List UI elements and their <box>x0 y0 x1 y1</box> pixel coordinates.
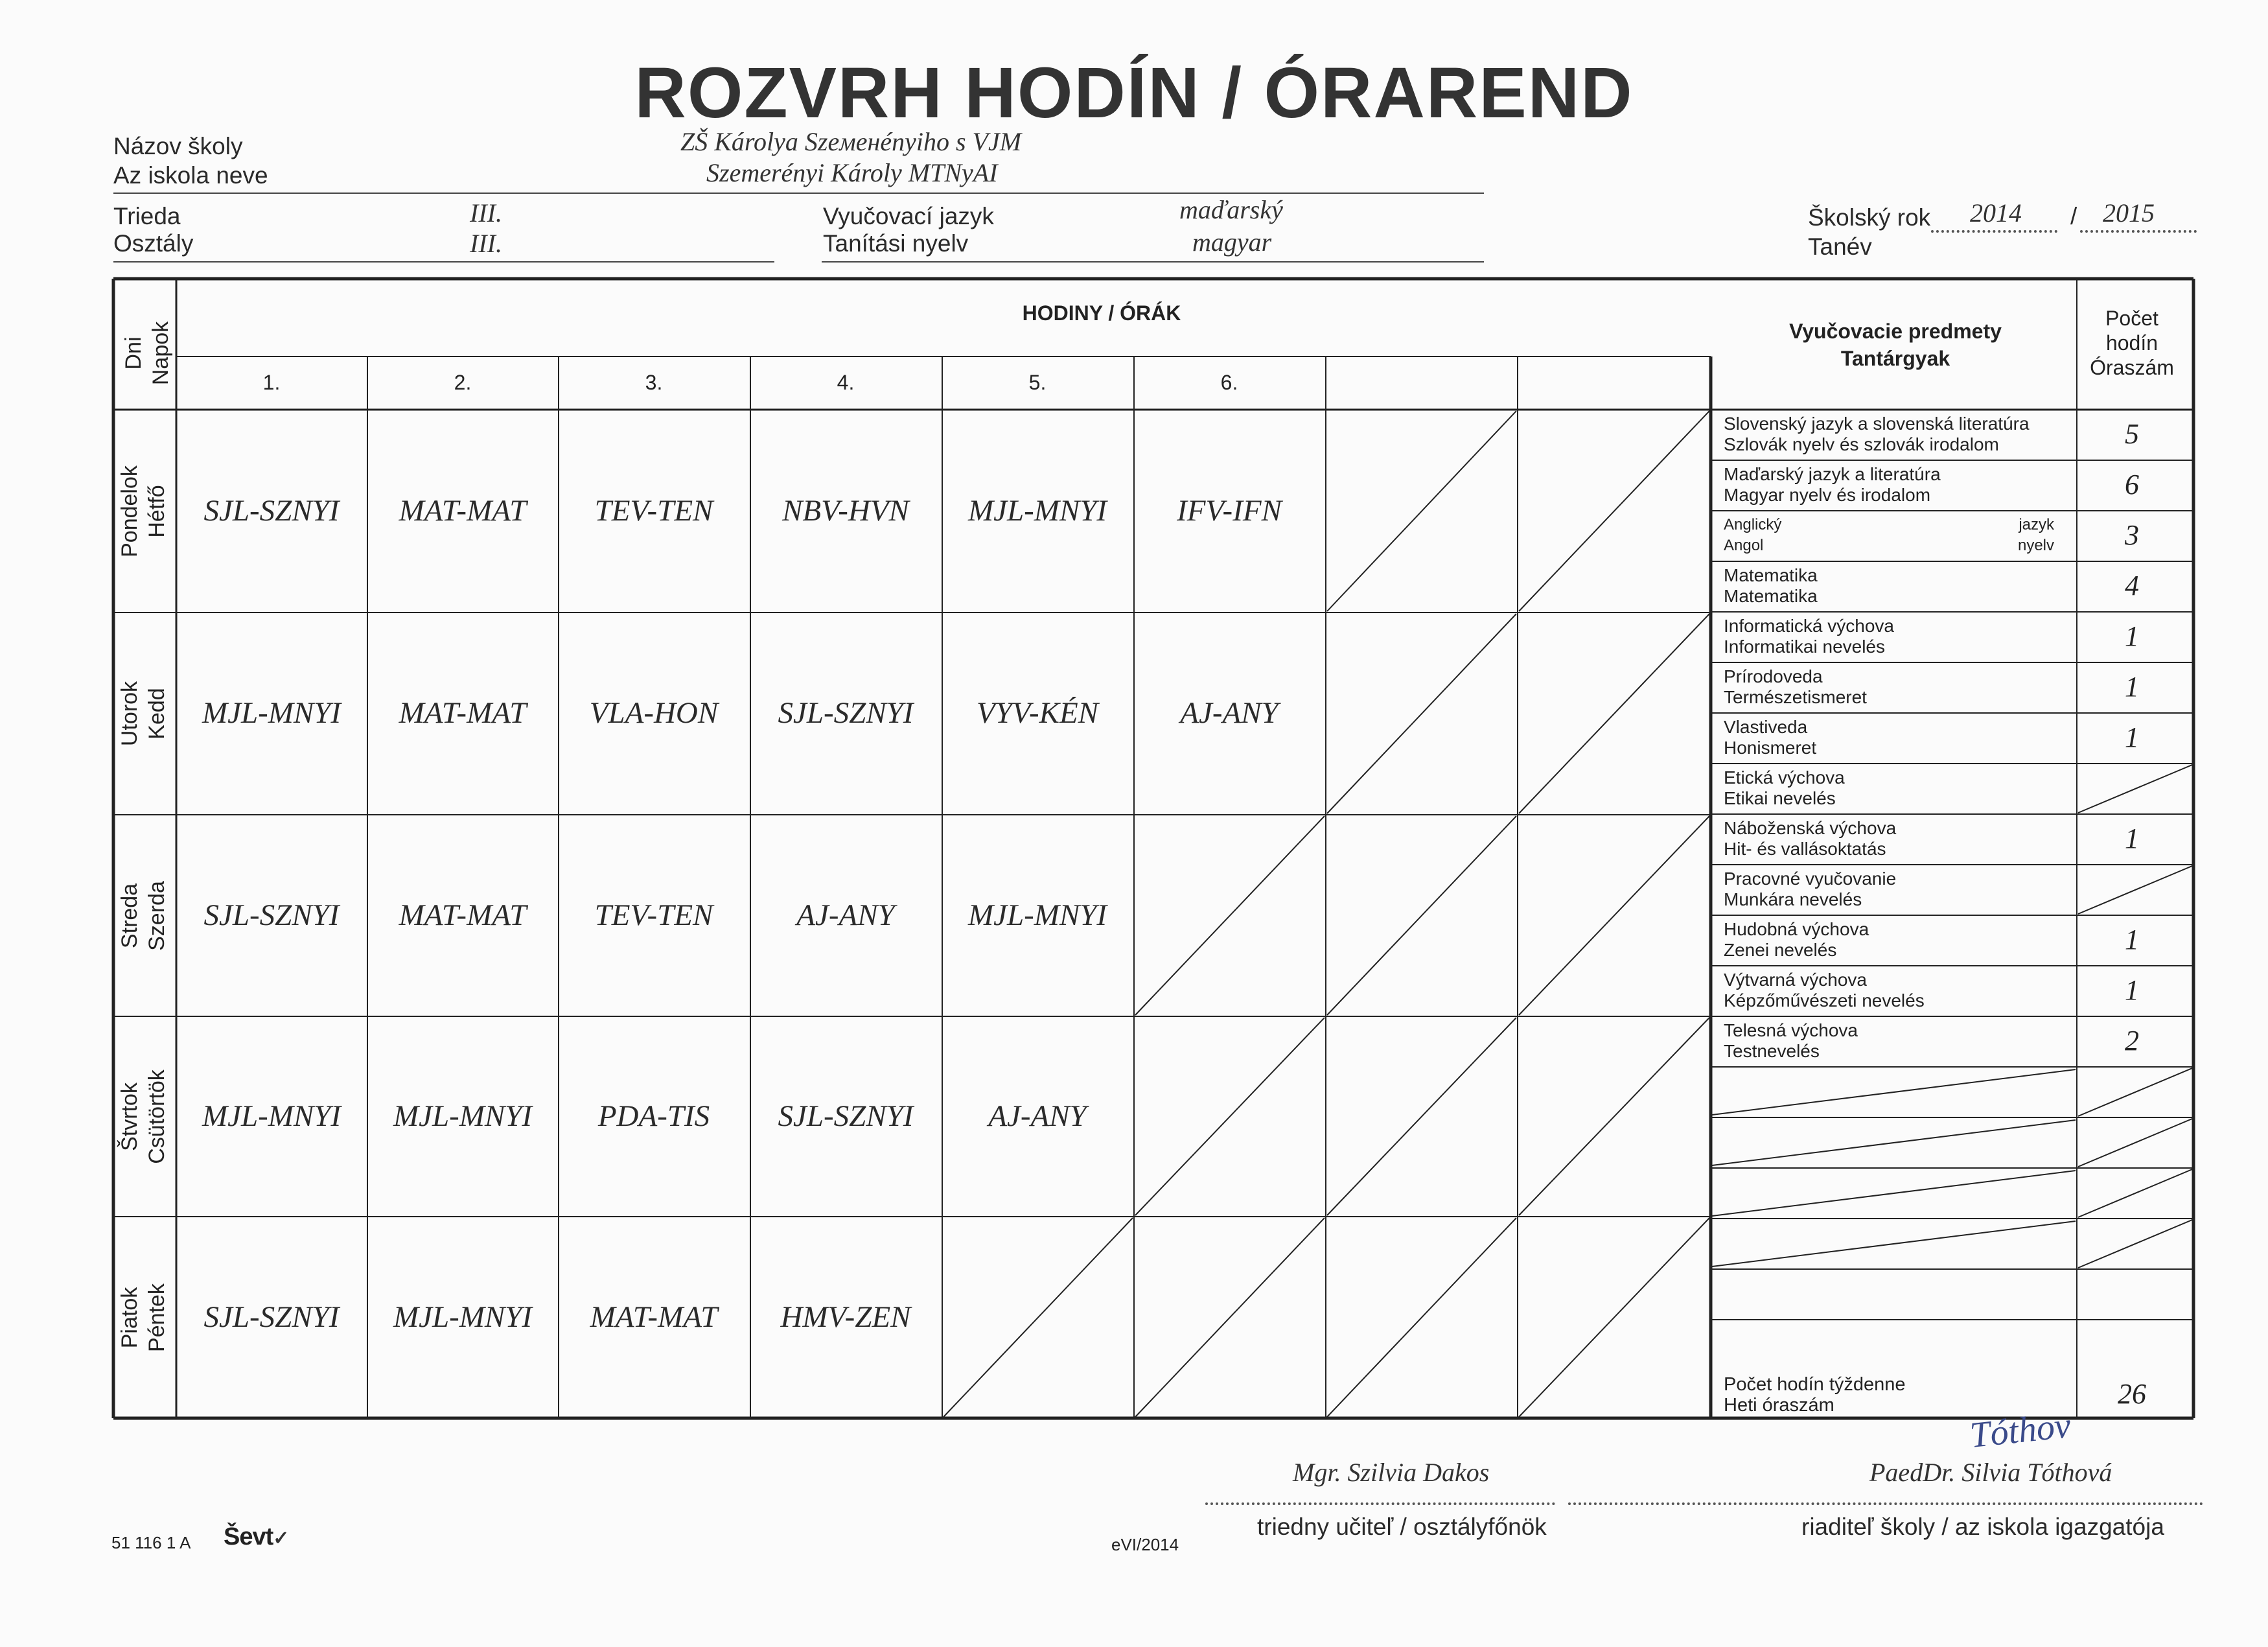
brand-mark-icon: ✓ <box>273 1528 289 1549</box>
lesson-cell: AJ-ANY <box>796 898 895 932</box>
lesson-cell: MAT-MAT <box>590 1300 718 1334</box>
days-header: Dni Napok <box>121 321 173 386</box>
subject-row: Etická výchova Etikai nevelés <box>1724 767 1845 808</box>
lesson-cell: MJL-MNYI <box>393 1099 533 1133</box>
subject-row: Anglický jazyk Angol nyelv <box>1724 516 2054 554</box>
school-label-sk: Názov školy <box>113 133 243 159</box>
day-label: Streda Szerda <box>117 880 169 951</box>
hour-number: 4. <box>837 371 855 394</box>
weekly-total-value: 26 <box>2118 1378 2146 1410</box>
hour-number: 5. <box>1028 371 1047 394</box>
year-from: 2014 <box>1970 198 2022 228</box>
grid-line <box>1327 1218 1516 1417</box>
lesson-cell: MAT-MAT <box>399 493 527 528</box>
class-value-hu: III. <box>470 229 502 258</box>
class-value-sk: III. <box>470 198 502 228</box>
lesson-cell: HMV-ZEN <box>780 1300 911 1334</box>
grid-line <box>2078 1169 2192 1217</box>
lesson-cell: MJL-MNYI <box>393 1300 533 1334</box>
grid-line <box>1712 1120 2076 1165</box>
grid-line <box>1327 816 1516 1015</box>
grid-line <box>1135 1218 1325 1417</box>
lesson-cell: MJL-MNYI <box>967 493 1107 528</box>
lesson-cell: IFV-IFN <box>1177 493 1282 528</box>
subject-count: 1 <box>2125 974 2139 1006</box>
grid-line <box>1712 1171 2076 1216</box>
teacher-name: Mgr. Szilvia Dakos <box>1293 1458 1490 1487</box>
lesson-cell: SJL-SZNYI <box>778 696 914 730</box>
subject-row: Vlastiveda Honismeret <box>1724 717 1817 758</box>
subject-count: 2 <box>2125 1025 2139 1057</box>
subject-row: Maďarský jazyk a literatúra Magyar nyelv és irodalom <box>1724 464 1941 505</box>
year-label-hu: Tanév <box>1808 233 1872 260</box>
subject-row: Matematika Matematika <box>1724 565 1818 606</box>
lesson-cell: TEV-TEN <box>594 898 713 932</box>
class-label-sk: Trieda <box>113 203 181 229</box>
grid-line <box>1327 411 1516 611</box>
grid-line <box>2078 1068 2192 1116</box>
lesson-cell: PDA-TIS <box>597 1099 710 1133</box>
lesson-cell: VLA-HON <box>589 696 719 730</box>
lesson-cell: MJL-MNYI <box>202 696 341 730</box>
language-label-sk: Vyučovací jazyk <box>823 203 994 229</box>
subject-row: Náboženská výchova Hit- és vallásoktatás <box>1724 818 1897 859</box>
subject-count: 1 <box>2125 823 2139 854</box>
lesson-cell: TEV-TEN <box>594 493 713 528</box>
lesson-cell: AJ-ANY <box>988 1099 1087 1133</box>
page-title: ROZVRH HODÍN / ÓRAREND <box>634 53 1634 133</box>
hours-header: HODINY / ÓRÁK <box>1022 301 1181 325</box>
subject-count: 3 <box>2125 519 2139 551</box>
grid-line <box>1712 1069 2076 1115</box>
lesson-cell: SJL-SZNYI <box>203 898 340 932</box>
lesson-cell: NBV-HVN <box>782 493 909 528</box>
school-name-hu: Szemerényi Károly MTNyAI <box>706 158 998 187</box>
grid-line <box>1519 614 1709 813</box>
lesson-cell: MJL-MNYI <box>202 1099 341 1133</box>
director-role: riaditeľ školy / az iskola igazgatója <box>1801 1513 2164 1540</box>
subject-row: Prírodoveda Természetismeret <box>1724 666 1867 707</box>
director-signature: Tóthov <box>1968 1405 2073 1456</box>
grid-line <box>2078 1220 2192 1268</box>
grid-line <box>1327 1018 1516 1215</box>
weekly-total-label: Počet hodín týždenne Heti óraszám <box>1724 1374 1906 1416</box>
day-label: Štvrtok Csütörtök <box>117 1069 169 1164</box>
grid-line <box>2078 866 2192 914</box>
subject-count: 1 <box>2125 721 2139 753</box>
language-value-sk: maďarský <box>1179 195 1283 224</box>
hour-number: 1. <box>262 371 281 394</box>
subject-count: 5 <box>2125 418 2139 450</box>
lesson-cell: SJL-SZNYI <box>203 1300 340 1334</box>
hour-number: 2. <box>454 371 472 394</box>
grid-line <box>1519 411 1709 611</box>
grid-line <box>1519 1218 1709 1417</box>
lesson-cell: VYV-KÉN <box>976 696 1099 730</box>
grid-line <box>943 1218 1133 1417</box>
lesson-cell: MAT-MAT <box>399 898 527 932</box>
school-label-hu: Az iskola neve <box>113 162 268 189</box>
lesson-cell: MJL-MNYI <box>967 898 1107 932</box>
subject-count: 4 <box>2125 570 2139 602</box>
form-code: 51 116 1 A <box>111 1533 191 1552</box>
subject-count: 1 <box>2125 671 2139 703</box>
grid-line <box>2078 765 2192 813</box>
grid-line <box>1519 1018 1709 1215</box>
day-label: Pondelok Hétfő <box>117 465 169 557</box>
grid-line <box>2078 1119 2192 1167</box>
hour-number: 6. <box>1220 371 1238 394</box>
subject-row: Informatická výchova Informatikai nevelés <box>1724 616 1894 657</box>
year-label-sk: Školský rok <box>1808 204 1931 231</box>
subject-row: Slovenský jazyk a slovenská literatúra Szlovák nyelv és szlovák irodalom <box>1724 414 2030 454</box>
subject-count: 1 <box>2125 620 2139 652</box>
grid-line <box>1712 1221 2076 1267</box>
lesson-cell: SJL-SZNYI <box>778 1099 914 1133</box>
class-label-hu: Osztály <box>113 230 194 257</box>
subject-row: Hudobná výchova Zenei nevelés <box>1724 919 1869 960</box>
lesson-cell: SJL-SZNYI <box>203 493 340 528</box>
lesson-cell: AJ-ANY <box>1180 696 1279 730</box>
teacher-role: triedny učiteľ / osztályfőnök <box>1257 1513 1547 1540</box>
subject-row: Výtvarná výchova Képzőművészeti nevelés <box>1724 970 1925 1010</box>
language-value-hu: magyar <box>1192 228 1272 257</box>
year-separator: / <box>2070 203 2077 229</box>
brand-logo: Ševt✓ <box>224 1523 289 1550</box>
day-label: Utorok Kedd <box>117 681 169 747</box>
language-label-hu: Tanítási nyelv <box>823 230 969 257</box>
subjects-header: Vyučovacie predmety Tantárgyak <box>1789 320 2002 370</box>
lesson-cell: MAT-MAT <box>399 696 527 730</box>
grid-line <box>1135 1018 1325 1215</box>
year-to: 2015 <box>2103 198 2155 228</box>
subject-row: Pracovné vyučovanie Munkára nevelés <box>1724 869 1897 909</box>
grid-line <box>1327 614 1516 813</box>
grid-line <box>1135 816 1325 1015</box>
director-name: PaedDr. Silvia Tóthová <box>1869 1458 2112 1487</box>
count-header: Počet hodín Óraszám <box>2090 307 2174 379</box>
hour-number: 3. <box>645 371 663 394</box>
school-name-sk: ZŠ Károlya Szeменényiho s VJM <box>680 127 1022 156</box>
day-label: Piatok Péntek <box>117 1283 169 1352</box>
grid-line <box>1519 816 1709 1015</box>
subject-count: 1 <box>2125 924 2139 955</box>
subject-count: 6 <box>2125 469 2139 500</box>
subject-row: Telesná výchova Testnevelés <box>1724 1020 1858 1061</box>
edition-code: eVI/2014 <box>1111 1535 1179 1554</box>
